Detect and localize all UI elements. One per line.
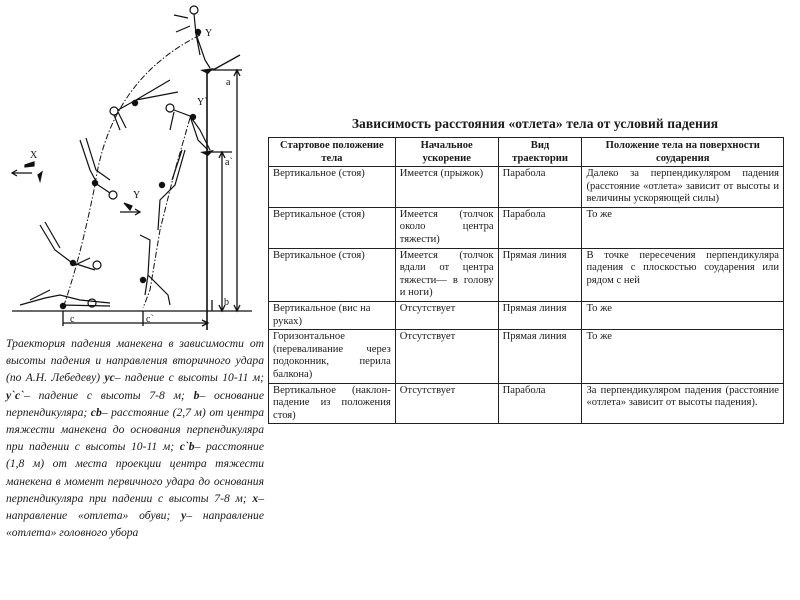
table-row	[269, 207, 784, 248]
figure-caption	[6, 335, 264, 541]
label-y-small: Y	[133, 190, 141, 201]
caption-intro: Траектория падения манекена в зависимости от высоты падения и направления вторичного удара (по А.Н. Лебедеву)	[6, 337, 264, 385]
header-start-position: Стартовое положение тела	[269, 138, 396, 167]
caption-key: b	[193, 388, 200, 402]
fall-trajectory-diagram	[0, 0, 262, 330]
table-row	[269, 383, 784, 424]
cell-start-position: Вертикальное (стоя)	[269, 207, 396, 248]
caption-text: – падение с высоты 7-8 м;	[24, 388, 194, 402]
caption-key: c`b	[179, 440, 195, 454]
table-row	[269, 330, 784, 383]
cell-start-position: Горизонтальное (переваливание через подоконник, перила балкона)	[269, 330, 396, 383]
cell-acceleration: Имеется (прыжок)	[395, 167, 498, 208]
table-row	[269, 301, 784, 329]
cell-body-position: То же	[582, 207, 784, 248]
label-y-prime: Y`	[197, 97, 208, 108]
label-c-prime: c`	[146, 314, 154, 325]
cell-trajectory: Парабола	[498, 383, 582, 424]
cell-body-position: То же	[582, 330, 784, 383]
label-b: b	[224, 297, 229, 308]
cell-start-position: Вертикальное (наклон-падение из положения стоя)	[269, 383, 396, 424]
center-of-gravity-dots	[60, 29, 214, 309]
diagram-svg	[0, 0, 262, 330]
caption-key: x	[252, 491, 259, 505]
cell-acceleration: Имеется (толчок вдали от центра тяжести— в голову и ноги)	[395, 248, 498, 301]
cell-start-position: Вертикальное (стоя)	[269, 167, 396, 208]
label-c: c	[70, 314, 75, 325]
fall-distance-table	[268, 137, 784, 424]
header-initial-acceleration: Начальное ускорение	[395, 138, 498, 167]
cell-trajectory: Прямая линия	[498, 248, 582, 301]
label-x: X	[30, 150, 38, 161]
caption-text: – расстояние (2,7 м) от центра тяжести манекена до основания перпендикуляра при падении с высоты 10-11 м;	[6, 405, 264, 454]
cell-acceleration: Отсутствует	[395, 383, 498, 424]
cell-trajectory: Прямая линия	[498, 301, 582, 329]
ledge-line	[213, 55, 240, 70]
cell-trajectory: Парабола	[498, 167, 582, 208]
straight-trajectory	[143, 118, 190, 308]
caption-key: y`c`	[6, 388, 25, 402]
label-a-prime: a`	[225, 157, 233, 168]
cell-body-position: В точке пересечения перпендикуляра падения с плоскостью соударения или рядом с ней	[582, 248, 784, 301]
caption-key: y	[181, 509, 187, 523]
cell-start-position: Вертикальное (стоя)	[269, 248, 396, 301]
caption-key: yc	[104, 371, 115, 385]
header-body-position: Положение тела на поверхности соударения	[582, 138, 784, 167]
cell-body-position: За перпендикуляром падения (расстояние «отлета» зависит от высоты падения).	[582, 383, 784, 424]
cell-start-position: Вертикальное (вис на руках)	[269, 301, 396, 329]
cell-trajectory: Прямая линия	[498, 330, 582, 383]
mannequin-figures	[20, 6, 213, 307]
header-trajectory-type: Вид траектории	[498, 138, 582, 167]
caption-text: – расстояние (1,8 м) от места проекции центра тяжести манекена в момент первичного удара до основания перпендикуляра при падении с высоты 7-8 м;	[6, 440, 264, 505]
label-a: a	[226, 77, 231, 88]
table-row	[269, 167, 784, 208]
caption-text: – направление «отлета» обуви;	[6, 491, 264, 523]
cell-body-position: Далеко за перпендикуляром падения (расстояние «отлета» зависит от высоты и величины ускоряющей силы)	[582, 167, 784, 208]
table-row	[269, 248, 784, 301]
caption-text: – падение с высоты 10-11 м;	[114, 371, 265, 385]
cell-acceleration: Отсутствует	[395, 330, 498, 383]
cell-acceleration: Отсутствует	[395, 301, 498, 329]
caption-key: cb	[90, 405, 102, 419]
label-y: Y	[205, 28, 213, 39]
cell-body-position: То же	[582, 301, 784, 329]
table-header-row	[269, 138, 784, 167]
cell-acceleration: Имеется (толчок около центра тяжести)	[395, 207, 498, 248]
cell-trajectory: Парабола	[498, 207, 582, 248]
caption-text: – направление «отлета» головного убора	[6, 509, 264, 540]
table-title: Зависимость расстояния «отлета» тела от условий падения	[351, 116, 719, 131]
caption-text: – основание перпендикуляра;	[6, 388, 264, 419]
